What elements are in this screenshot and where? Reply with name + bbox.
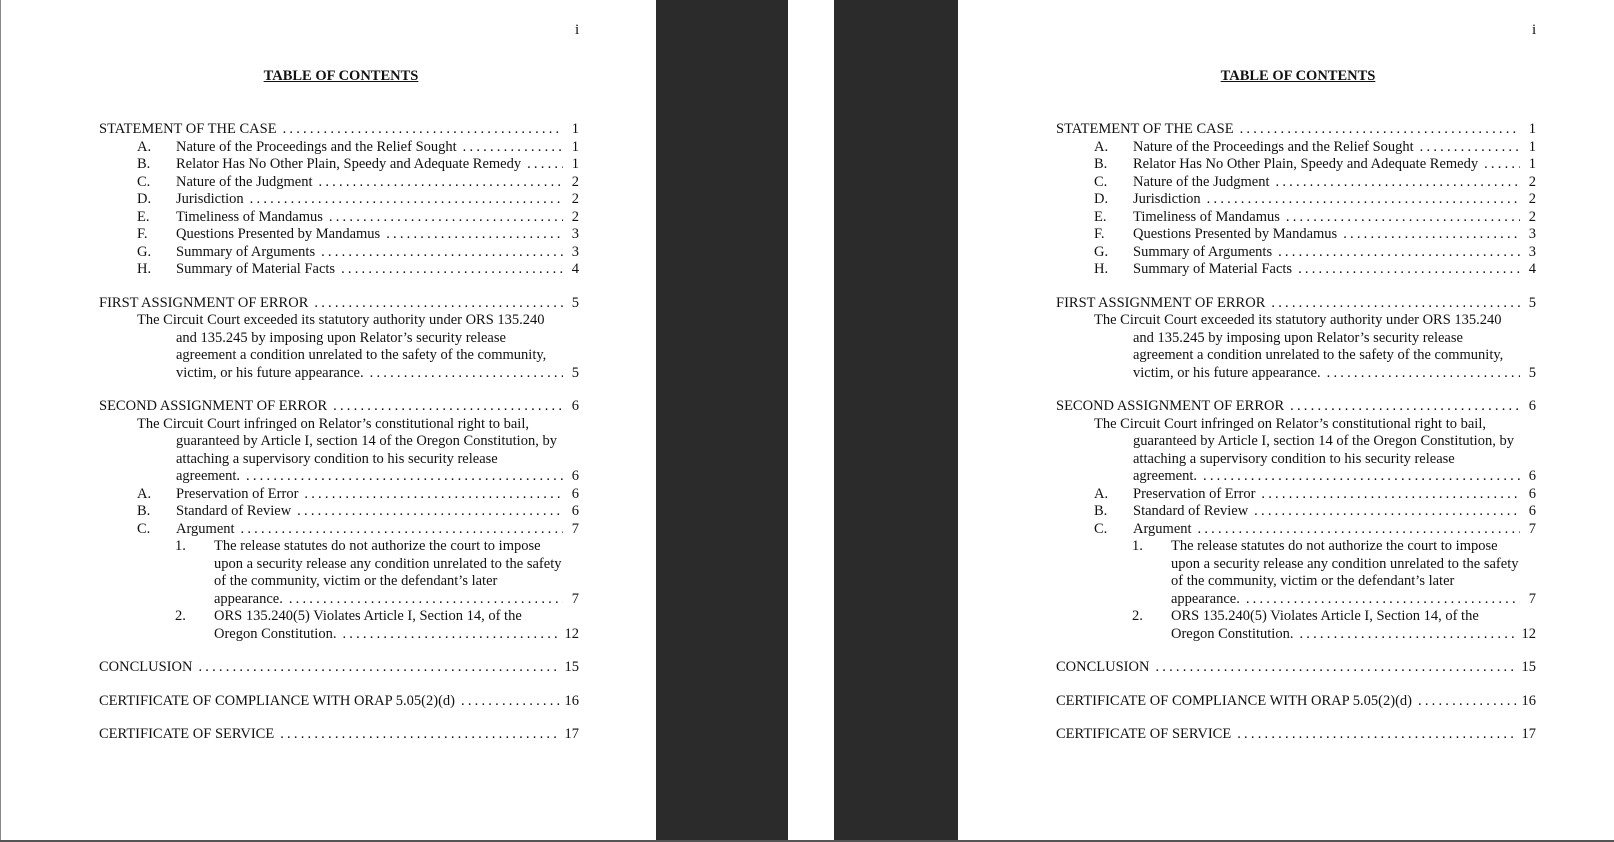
description-line: appearance. [1171,590,1240,607]
toc-entry-second-assignment[interactable] [99,398,579,416]
entry-page: 1 [1528,121,1536,137]
description-last-line [99,365,579,383]
description-line: upon a security release any condition unrelated to the safety [1171,555,1519,572]
description-line: appearance. [214,590,283,607]
entry-page: 5 [571,294,579,311]
dot-leader [321,244,563,262]
left-document-pane [0,0,656,842]
entry-label: Relator Has No Other Plain, Speedy and Adequate Remedy [1133,156,1479,172]
dot-leader [319,174,563,192]
toc-entry-argument-2[interactable] [99,608,579,643]
toc-entry-sub-c[interactable] [1056,174,1536,192]
entry-marker: F. [137,226,148,242]
entry-label: Relator Has No Other Plain, Speedy and Adequate Remedy [176,156,522,172]
entry-label: Summary of Material Facts [176,261,336,277]
toc-entry-sub-a[interactable] [1056,139,1536,157]
toc-entry-argument-2[interactable] [1056,608,1536,643]
description-last-line [1056,365,1536,383]
description-line: agreement a condition unrelated to the safety of the community, [176,347,547,363]
entry-page: 5 [571,364,579,381]
entry-marker: D. [1094,191,1109,207]
dot-leader [1207,191,1520,209]
dot-leader [289,591,563,609]
entry-label: CERTIFICATE OF SERVICE [1056,726,1232,742]
description-line: The release statutes do not authorize the court to impose [1171,538,1498,554]
entry-page: 15 [1521,659,1536,675]
toc-entry-first-assignment[interactable] [99,295,579,313]
entry-page: 3 [571,243,579,260]
entry-label: Argument [176,520,235,537]
entry-page: 15 [564,659,579,675]
entry-marker: C. [137,173,151,190]
dot-leader [1240,121,1520,139]
entry-label: Preservation of Error [176,485,299,502]
dot-leader [1155,659,1517,677]
toc-entry-conclusion[interactable] [99,659,579,677]
entry-marker: C. [1094,173,1108,190]
entry-page: 7 [1528,590,1536,607]
entry-page: 6 [1528,468,1536,484]
entry-marker: C. [1094,520,1108,537]
entry-page: 4 [1528,261,1536,277]
dot-leader [1343,226,1520,244]
entry-label: Summary of Material Facts [1133,261,1293,277]
toc-entries [99,121,579,744]
dot-leader [370,365,563,383]
entry-page: 2 [1528,191,1536,207]
description-line: victim, or his future appearance. [1133,364,1321,381]
entry-label: CERTIFICATE OF COMPLIANCE WITH ORAP 5.05(2)(d) [1056,692,1412,709]
entry-marker: H. [1094,261,1109,277]
entry-marker: B. [137,156,151,172]
dot-leader [463,139,563,157]
entry-label: Summary of Arguments [176,243,316,260]
entry-page: 17 [564,726,579,742]
toc-entry-sub-d[interactable] [1056,191,1536,209]
entry-label: CONCLUSION [99,659,193,675]
page-number: i [1532,22,1537,38]
dot-leader [1203,468,1520,486]
dot-leader [280,726,560,744]
dot-leader [1299,626,1517,644]
entry-page: 6 [1528,503,1536,519]
dot-leader [246,468,563,486]
toc-entry-service[interactable] [1056,726,1536,744]
entry-page: 2 [571,191,579,207]
toc-title: TABLE OF CONTENTS [1220,68,1376,84]
toc-entry-sub-f[interactable] [99,226,579,244]
left-viewer-gutter [656,0,788,842]
description-line: agreement. [176,468,241,484]
description-line: guaranteed by Article I, section 14 of the Oregon Constitution, by [1133,433,1514,449]
description-line: attaching a supervisory condition to his security release [1133,450,1455,467]
dot-leader [297,503,563,521]
toc-entry-sub-d[interactable] [99,191,579,209]
entry-label: Jurisdiction [176,191,244,207]
entry-page: 7 [571,590,579,607]
toc-entry-sub-g[interactable] [1056,244,1536,262]
entry-page: 3 [1528,226,1536,242]
entry-label: Questions Presented by Mandamus [1133,226,1338,242]
dot-leader [1286,209,1520,227]
right-viewer-gutter [834,0,958,842]
entry-marker: 1. [175,538,186,554]
dot-leader [304,486,563,504]
entry-page: 12 [564,625,579,642]
description-line: Oregon Constitution. [214,625,337,642]
entry-page: 6 [571,503,579,519]
entry-page: 1 [1528,156,1536,172]
description-last-line [1056,468,1536,486]
description-last-line [99,591,579,609]
toc-entry-second-assignment[interactable] [1056,398,1536,416]
entry-label: Nature of the Proceedings and the Relief Sought [1133,138,1414,155]
entry-page: 2 [1528,208,1536,225]
dot-leader [329,209,563,227]
toc-entry-compliance[interactable] [99,693,579,711]
entry-page: 4 [571,261,579,277]
entry-page: 6 [1528,485,1536,502]
toc-entry-sub-h[interactable] [99,261,579,279]
dot-leader [1420,139,1520,157]
dot-leader [1290,398,1520,416]
dot-leader [283,121,563,139]
entry-page: 7 [1528,520,1536,537]
dot-leader [1237,726,1517,744]
dot-leader [1278,244,1520,262]
dot-leader [386,226,563,244]
entry-label: Standard of Review [1133,503,1249,519]
document-page [1,0,657,842]
description-line: and 135.245 by imposing upon Relator’s security release [1133,329,1463,346]
toc-entry-argument-1[interactable] [1056,538,1536,608]
entry-marker: B. [1094,156,1108,172]
entry-label: SECOND ASSIGNMENT OF ERROR [1056,398,1285,414]
toc-entry-first-assignment[interactable] [1056,295,1536,313]
entry-label: STATEMENT OF THE CASE [99,121,277,137]
description-line: agreement a condition unrelated to the safety of the community, [1133,347,1504,363]
entry-label: Questions Presented by Mandamus [176,226,381,242]
description-line: The Circuit Court infringed on Relator’s constitutional right to bail, [137,415,529,432]
dot-leader [1254,503,1520,521]
toc-entry-second-description[interactable] [1056,416,1536,486]
toc-entry-sec-b[interactable] [99,503,579,521]
entry-marker: 1. [1132,538,1143,554]
entry-marker: E. [137,208,150,225]
toc-entry-sec-c[interactable] [1056,521,1536,539]
entry-label: CERTIFICATE OF COMPLIANCE WITH ORAP 5.05(2)(d) [99,692,455,709]
entry-label: Timeliness of Mandamus [176,208,323,225]
entry-page: 5 [1528,294,1536,311]
entry-marker: E. [1094,208,1107,225]
entry-label: Nature of the Judgment [1133,173,1270,190]
dot-leader [314,295,563,313]
toc-entry-sec-c[interactable] [99,521,579,539]
entry-page: 2 [571,173,579,190]
entry-marker: A. [137,138,152,155]
toc-entry-sub-h[interactable] [1056,261,1536,279]
description-last-line [99,626,579,644]
argument-first-line [99,538,579,556]
dot-leader [250,191,563,209]
entry-marker: A. [137,485,152,502]
page-number: i [575,22,580,38]
description-line: upon a security release any condition unrelated to the safety [214,555,562,572]
toc-entry-sub-c[interactable] [99,174,579,192]
entry-label: Summary of Arguments [1133,243,1273,260]
description-line: Oregon Constitution. [1171,625,1294,642]
description-line: attaching a supervisory condition to his security release [176,450,498,467]
toc-entry-sec-a[interactable] [1056,486,1536,504]
entry-page: 6 [1528,398,1536,414]
entry-label: FIRST ASSIGNMENT OF ERROR [99,294,309,311]
description-line: The release statutes do not authorize the court to impose [214,538,541,554]
entry-label: Nature of the Proceedings and the Relief Sought [176,138,457,155]
toc-entry-sub-e[interactable] [1056,209,1536,227]
argument-first-line [1056,538,1536,556]
entry-label: SECOND ASSIGNMENT OF ERROR [99,398,328,414]
entry-label: STATEMENT OF THE CASE [1056,121,1234,137]
entry-page: 16 [564,692,579,709]
toc-entry-service[interactable] [99,726,579,744]
toc-entry-sec-b[interactable] [1056,503,1536,521]
entry-page: 6 [571,468,579,484]
entry-page: 3 [571,226,579,242]
toc-entry-sub-g[interactable] [99,244,579,262]
dot-leader [198,659,560,677]
entry-marker: A. [1094,138,1109,155]
toc-entry-argument-1[interactable] [99,538,579,608]
entry-page: 1 [571,156,579,172]
description-last-line [1056,591,1536,609]
description-line: The Circuit Court exceeded its statutory authority under ORS 135.240 [1094,312,1502,328]
entry-page: 1 [571,138,579,155]
entry-marker: F. [1094,226,1105,242]
toc-entry-sub-f[interactable] [1056,226,1536,244]
dot-leader [1276,174,1520,192]
argument-first-line [99,608,579,626]
entry-marker: B. [1094,503,1108,519]
toc-entry-sub-b[interactable] [99,156,579,174]
entry-page: 3 [1528,243,1536,260]
dot-leader [461,693,561,711]
entry-page: 17 [1521,726,1536,742]
entry-label: Jurisdiction [1133,191,1201,207]
toc-entry-sub-a[interactable] [99,139,579,157]
description-line: agreement. [1133,468,1198,484]
description-line: of the community, victim or the defendant’s later [214,573,498,589]
description-line: of the community, victim or the defendant’s later [1171,573,1455,589]
dot-leader [1418,693,1518,711]
entry-page: 5 [1528,364,1536,381]
entry-label: CONCLUSION [1056,659,1150,675]
dot-leader [1327,365,1520,383]
entry-page: 1 [1528,138,1536,155]
description-line: ORS 135.240(5) Violates Article I, Section 14, of the [1171,608,1479,624]
argument-first-line [1056,608,1536,626]
dot-leader [1246,591,1520,609]
entry-marker: A. [1094,485,1109,502]
entry-page: 16 [1521,692,1536,709]
toc-entry-second-description[interactable] [99,416,579,486]
dot-leader [1298,261,1520,279]
toc-title: TABLE OF CONTENTS [263,68,419,84]
document-page [958,0,1614,842]
entry-page: 1 [571,121,579,137]
dot-leader [342,626,560,644]
entry-marker: G. [1094,243,1109,260]
toc-entry-sub-e[interactable] [99,209,579,227]
description-last-line [1056,626,1536,644]
entry-label: Argument [1133,520,1192,537]
description-line: ORS 135.240(5) Violates Article I, Section 14, of the [214,608,522,624]
dot-leader [333,398,563,416]
entry-marker: G. [137,243,152,260]
description-last-line [99,468,579,486]
dot-leader [1261,486,1520,504]
toc-entry-statement-of-case[interactable] [1056,121,1536,139]
entry-page: 12 [1521,625,1536,642]
entry-marker: B. [137,503,151,519]
dot-leader [1271,295,1520,313]
toc-entry-sec-a[interactable] [99,486,579,504]
entry-page: 7 [571,520,579,537]
entry-marker: H. [137,261,152,277]
description-line: The Circuit Court exceeded its statutory authority under ORS 135.240 [137,312,545,328]
entry-label: Preservation of Error [1133,485,1256,502]
toc-entry-conclusion[interactable] [1056,659,1536,677]
entry-label: Timeliness of Mandamus [1133,208,1280,225]
description-line: The Circuit Court infringed on Relator’s constitutional right to bail, [1094,415,1486,432]
toc-entry-compliance[interactable] [1056,693,1536,711]
dot-leader [1198,521,1520,539]
entry-page: 2 [1528,173,1536,190]
toc-entries [1056,121,1536,744]
toc-entry-statement-of-case[interactable] [99,121,579,139]
description-line: guaranteed by Article I, section 14 of the Oregon Constitution, by [176,433,557,449]
entry-marker: 2. [1132,608,1143,624]
entry-label: Standard of Review [176,503,292,519]
entry-page: 6 [571,485,579,502]
toc-entry-sub-b[interactable] [1056,156,1536,174]
entry-marker: D. [137,191,152,207]
dot-leader [241,521,563,539]
description-line: victim, or his future appearance. [176,364,364,381]
entry-page: 2 [571,208,579,225]
dot-leader [527,156,563,174]
right-document-pane [958,0,1614,842]
entry-marker: 2. [175,608,186,624]
split-divider[interactable] [788,0,834,842]
entry-marker: C. [137,520,151,537]
entry-label: CERTIFICATE OF SERVICE [99,726,275,742]
toc-entry-first-description[interactable] [1056,312,1536,382]
dot-leader [1484,156,1520,174]
entry-label: Nature of the Judgment [176,173,313,190]
description-line: and 135.245 by imposing upon Relator’s security release [176,329,506,346]
entry-page: 6 [571,398,579,414]
entry-label: FIRST ASSIGNMENT OF ERROR [1056,294,1266,311]
dot-leader [341,261,563,279]
toc-entry-first-description[interactable] [99,312,579,382]
